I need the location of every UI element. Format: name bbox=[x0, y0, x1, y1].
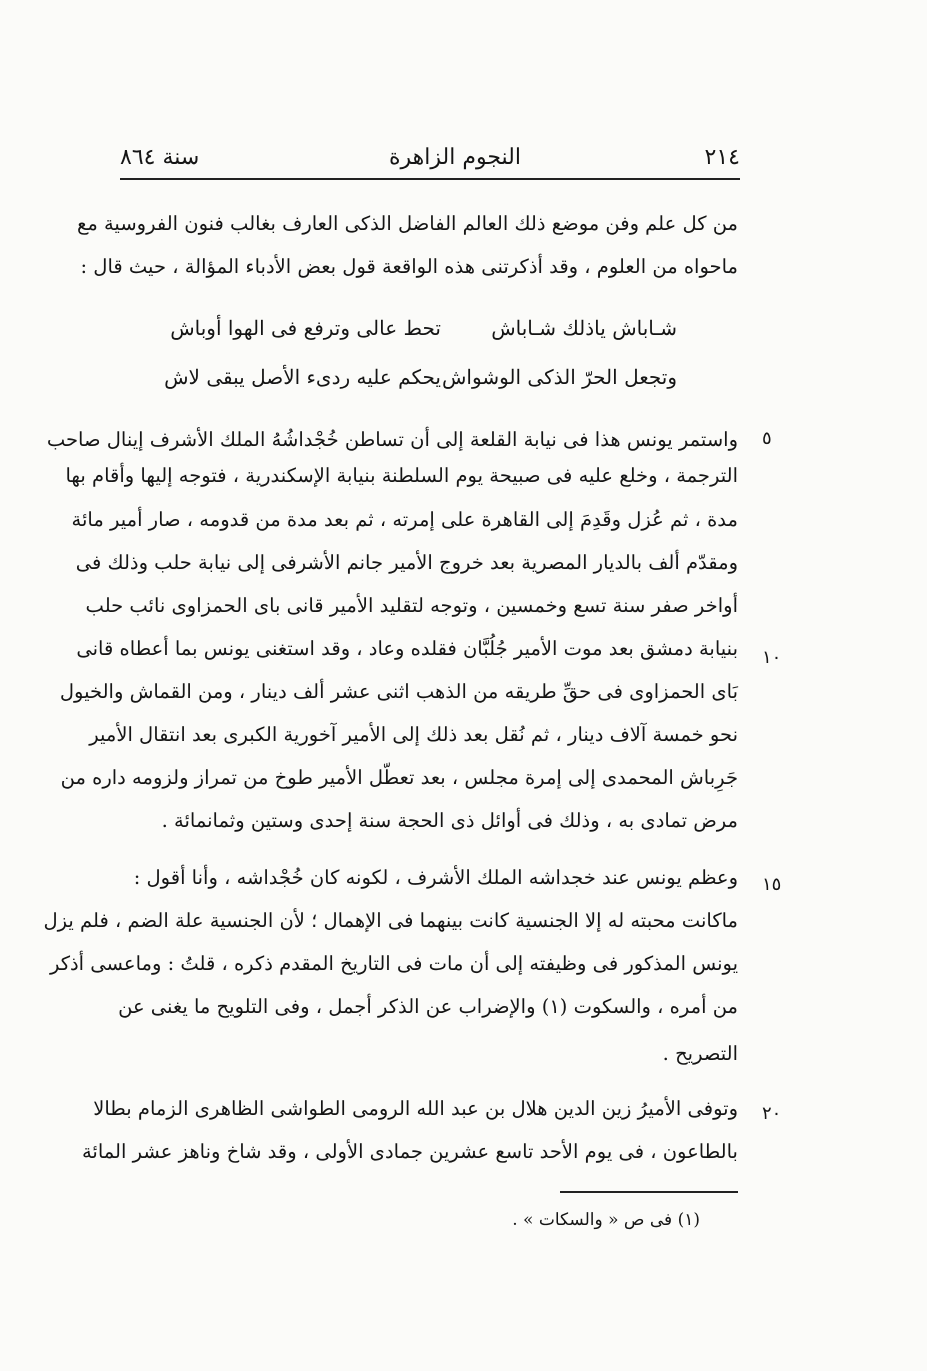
verse-hemistich: يحكم عليه ردىء الأصل يبقى لاش bbox=[164, 365, 441, 389]
text-line: مرض تمادى به ، وذلك فى أوائل ذى الحجة سنة إحدى وستين وثمانمائة . bbox=[161, 809, 738, 832]
line-number: ١٥ bbox=[762, 874, 782, 895]
text-line: بَاى الحمزاوى فى حقِّ طريقه من الذهب اثنى عشر ألف دينار ، ومن القماش والخيول bbox=[59, 680, 738, 703]
running-year: سنة ٨٦٤ bbox=[120, 145, 200, 170]
footnote: (١) فى ص « والسكات » . bbox=[512, 1210, 700, 1230]
text-line: ومقدّم ألف بالديار المصرية بعد خروج الأمير جانم الأشرفى إلى نيابة حلب وذلك فى bbox=[75, 551, 738, 574]
footnote-rule bbox=[560, 1191, 738, 1193]
text-line: واستمر يونس هذا فى نيابة القلعة إلى أن تساطن خُجْداشُهُ الملك الأشرف إينال صاحب bbox=[46, 428, 738, 451]
text-line: ماحواه من العلوم ، وقد أذكرتنى هذه الواقعة قول بعض الأدباء المؤالة ، حيث قال : bbox=[80, 255, 738, 278]
page-number: ٢١٤ bbox=[704, 145, 740, 170]
text-line: ماكانت محبته له إلا الجنسية كانت بينهما فى الإهمال ؛ لأن الجنسية علة الضم ، فلم يزل bbox=[43, 909, 738, 932]
text-line: وعظم يونس عند خجداشه الملك الأشرف ، لكونه كان خُجْداشه ، وأنا أقول : bbox=[133, 866, 738, 889]
text-line: مدة ، ثم عُزل وقَدِمَ إلى القاهرة على إمرته ، ثم بعد مدة من قدومه ، صار أمير مائة bbox=[71, 508, 738, 531]
text-line: بالطاعون ، فى يوم الأحد تاسع عشرين جمادى الأولى ، وقد شاخ وناهز عشر المائة bbox=[81, 1140, 738, 1163]
text-line: يونس المذكور فى وظيفته إلى أن مات فى التاريخ المقدم ذكره ، قلتُ : وماعسى أذكر bbox=[49, 952, 738, 975]
verse-hemistich: وتجعل الحرّ الذكى الوشواش bbox=[442, 365, 677, 389]
line-number: ١٠ bbox=[762, 647, 782, 668]
line-number: ٥ bbox=[762, 428, 772, 449]
text-line: الترجمة ، وخلع عليه فى صبيحة يوم السلطنة بنيابة الإسكندرية ، فتوجه إليها وأقام بها bbox=[65, 464, 738, 487]
text-line: من أمره ، والسكوت (١) والإضراب عن الذكر أجمل ، وفى التلويح ما يغنى عن bbox=[118, 995, 738, 1018]
verse-hemistich: شـاباش ياذلك شـاباش bbox=[491, 316, 677, 340]
header-rule bbox=[120, 178, 740, 180]
text-line: من كل علم وفن موضع ذلك العالم الفاضل الذكى العارف بغالب فنون الفروسية مع bbox=[76, 212, 738, 235]
text-line: جَرِباش المحمدى إلى إمرة مجلس ، بعد تعطّل الأمير طوخ من تمراز ولزومه داره من bbox=[60, 766, 738, 789]
text-line: أواخر صفر سنة تسع وخمسين ، وتوجه لتقليد الأمير قانى باى الحمزاوى نائب حلب bbox=[85, 594, 738, 617]
verse-hemistich: تحط عالى وترفع فى الهوا أوباش bbox=[170, 316, 441, 340]
line-number: ٢٠ bbox=[762, 1103, 782, 1124]
text-line: التصريح . bbox=[662, 1042, 738, 1065]
text-line: وتوفى الأميرُ زين الدين هلال بن عبد الله الرومى الطواشى الظاهرى الزمام بطالا bbox=[93, 1097, 738, 1120]
text-line: بنيابة دمشق بعد موت الأمير جُلُبَّان فقلده وعاد ، وقد استغنى يونس بما أعطاه قانى bbox=[76, 637, 738, 660]
text-line: نحو خمسة آلاف دينار ، ثم نُقل بعد ذلك إلى الأمير آخورية الكبرى بعد انتقال الأمير bbox=[89, 723, 738, 746]
running-title: النجوم الزاهرة bbox=[389, 145, 521, 170]
